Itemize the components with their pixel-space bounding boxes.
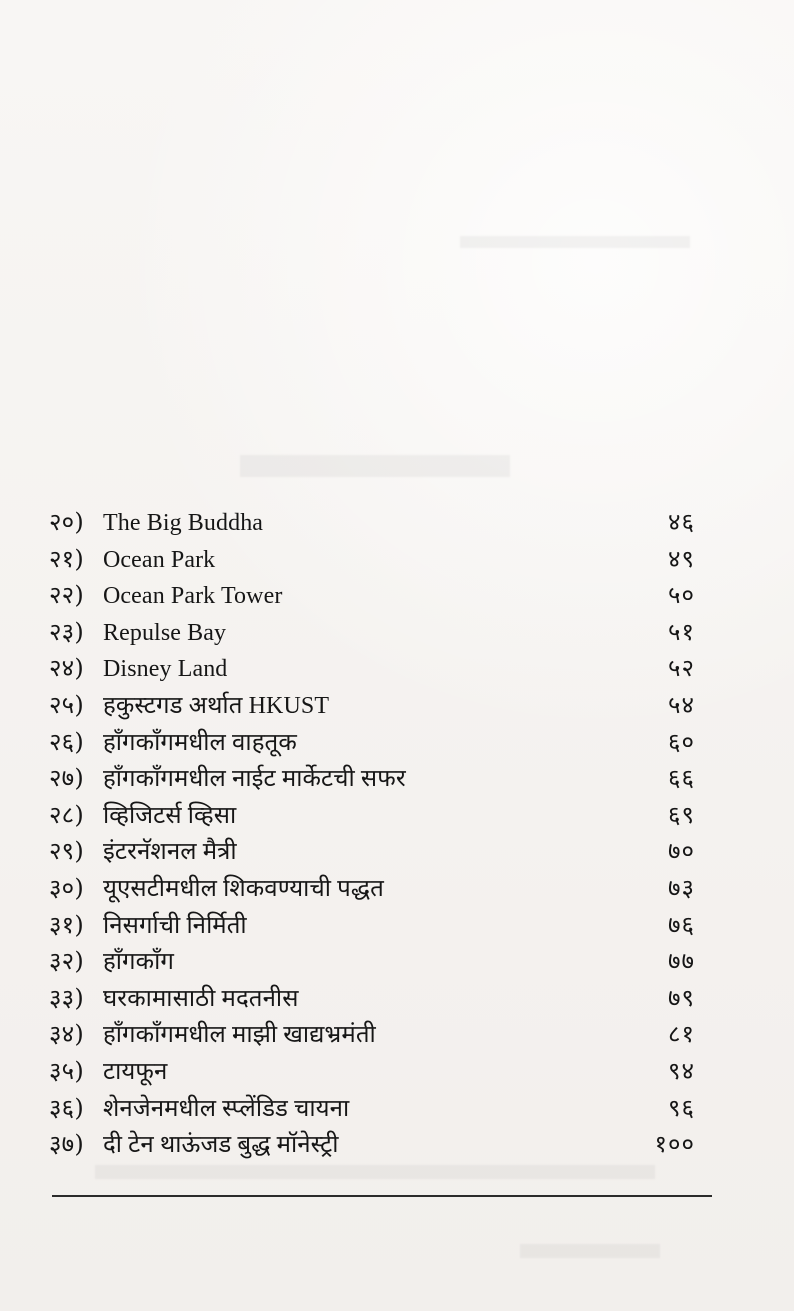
bottom-rule [52, 1195, 712, 1197]
toc-entry [49, 650, 695, 687]
entry-title: यूएसटीमधील शिकवण्याची पद्धत [103, 875, 384, 902]
entry-number: ३६) [49, 1093, 84, 1122]
entry-number: ३३) [49, 983, 84, 1012]
toc-entry [49, 577, 695, 614]
entry-title: Ocean Park Tower [103, 583, 283, 610]
entry-title: घरकामासाठी मदतनीस [103, 985, 299, 1012]
toc-entry [49, 614, 695, 651]
entry-title: Disney Land [103, 656, 228, 683]
entry-number: ३४) [49, 1020, 84, 1049]
toc-entry [49, 724, 695, 761]
toc-entry [49, 1090, 695, 1127]
toc-entry [49, 760, 695, 797]
entry-page-number: ४९ [668, 544, 695, 573]
toc-entry [49, 1053, 695, 1090]
entry-number: ३२) [49, 947, 84, 976]
bleed-through-mark [240, 455, 510, 477]
entry-page-number: ७७ [668, 947, 695, 976]
toc-entry [49, 833, 695, 870]
toc-entry [49, 1126, 695, 1163]
entry-page-number: ८१ [668, 1020, 695, 1049]
entry-page-number: ७३ [668, 873, 695, 902]
entry-title: निसर्गाची निर्मिती [103, 912, 247, 939]
entry-title: हकुस्टगड अर्थात HKUST [103, 692, 330, 719]
entry-title: इंटरनॅशनल मैत्री [103, 839, 237, 866]
entry-page-number: १०० [654, 1130, 695, 1159]
entry-page-number: ६९ [668, 800, 695, 829]
entry-number: २७) [49, 764, 84, 793]
toc-entry [49, 1016, 695, 1053]
entry-title: शेनजेनमधील स्प्लेंडिड चायना [103, 1095, 350, 1122]
entry-number: २९) [49, 837, 84, 866]
bleed-through-mark [520, 1244, 660, 1258]
entry-number: २२) [49, 581, 84, 610]
toc-entry [49, 870, 695, 907]
entry-page-number: ९६ [668, 1093, 695, 1122]
entry-title: हाँगकाँगमधील नाईट मार्केटची सफर [103, 766, 406, 793]
toc-entry [49, 907, 695, 944]
bleed-through-mark [460, 236, 690, 248]
entry-number: ३५) [49, 1056, 84, 1085]
entry-page-number: ६६ [668, 764, 695, 793]
entry-number: २०) [49, 508, 84, 536]
table-of-contents [49, 504, 695, 1163]
entry-page-number: ४६ [668, 508, 695, 536]
toc-entry [49, 943, 695, 980]
entry-title: व्हिजिटर्स व्हिसा [103, 802, 237, 829]
entry-title: दी टेन थाऊंजड बुद्ध मॉनेस्ट्री [103, 1132, 339, 1159]
entry-page-number: ७० [668, 837, 695, 866]
entry-number: ३७) [49, 1130, 84, 1159]
entry-title: हाँगकाँग [103, 949, 175, 976]
entry-title: Ocean Park [103, 546, 216, 573]
entry-page-number: ५२ [668, 654, 695, 683]
entry-number: २८) [49, 800, 84, 829]
entry-page-number: ५० [668, 581, 695, 610]
entry-number: २१) [49, 544, 84, 573]
entry-title: The Big Buddha [103, 510, 264, 536]
entry-number: २५) [49, 690, 84, 719]
entry-number: ३०) [49, 873, 84, 902]
entry-number: २३) [49, 617, 84, 646]
entry-title: हाँगकाँगमधील माझी खाद्यभ्रमंती [103, 1022, 376, 1049]
entry-page-number: ५४ [668, 690, 695, 719]
entry-page-number: ७९ [668, 983, 695, 1012]
toc-entry [49, 980, 695, 1017]
entry-page-number: ५१ [668, 617, 695, 646]
entry-title: टायफून [103, 1058, 168, 1085]
entry-number: २४) [49, 654, 84, 683]
entry-page-number: ९४ [668, 1056, 695, 1085]
entry-page-number: ७६ [668, 910, 695, 939]
entry-number: २६) [49, 727, 84, 756]
entry-title: Repulse Bay [103, 619, 227, 646]
bleed-through-mark [95, 1165, 655, 1179]
entry-page-number: ६० [668, 727, 695, 756]
toc-entry [49, 687, 695, 724]
entry-title: हाँगकाँगमधील वाहतूक [103, 729, 297, 756]
toc-entry [49, 797, 695, 834]
toc-entry [49, 504, 695, 541]
toc-entry [49, 541, 695, 578]
entry-number: ३१) [49, 910, 84, 939]
